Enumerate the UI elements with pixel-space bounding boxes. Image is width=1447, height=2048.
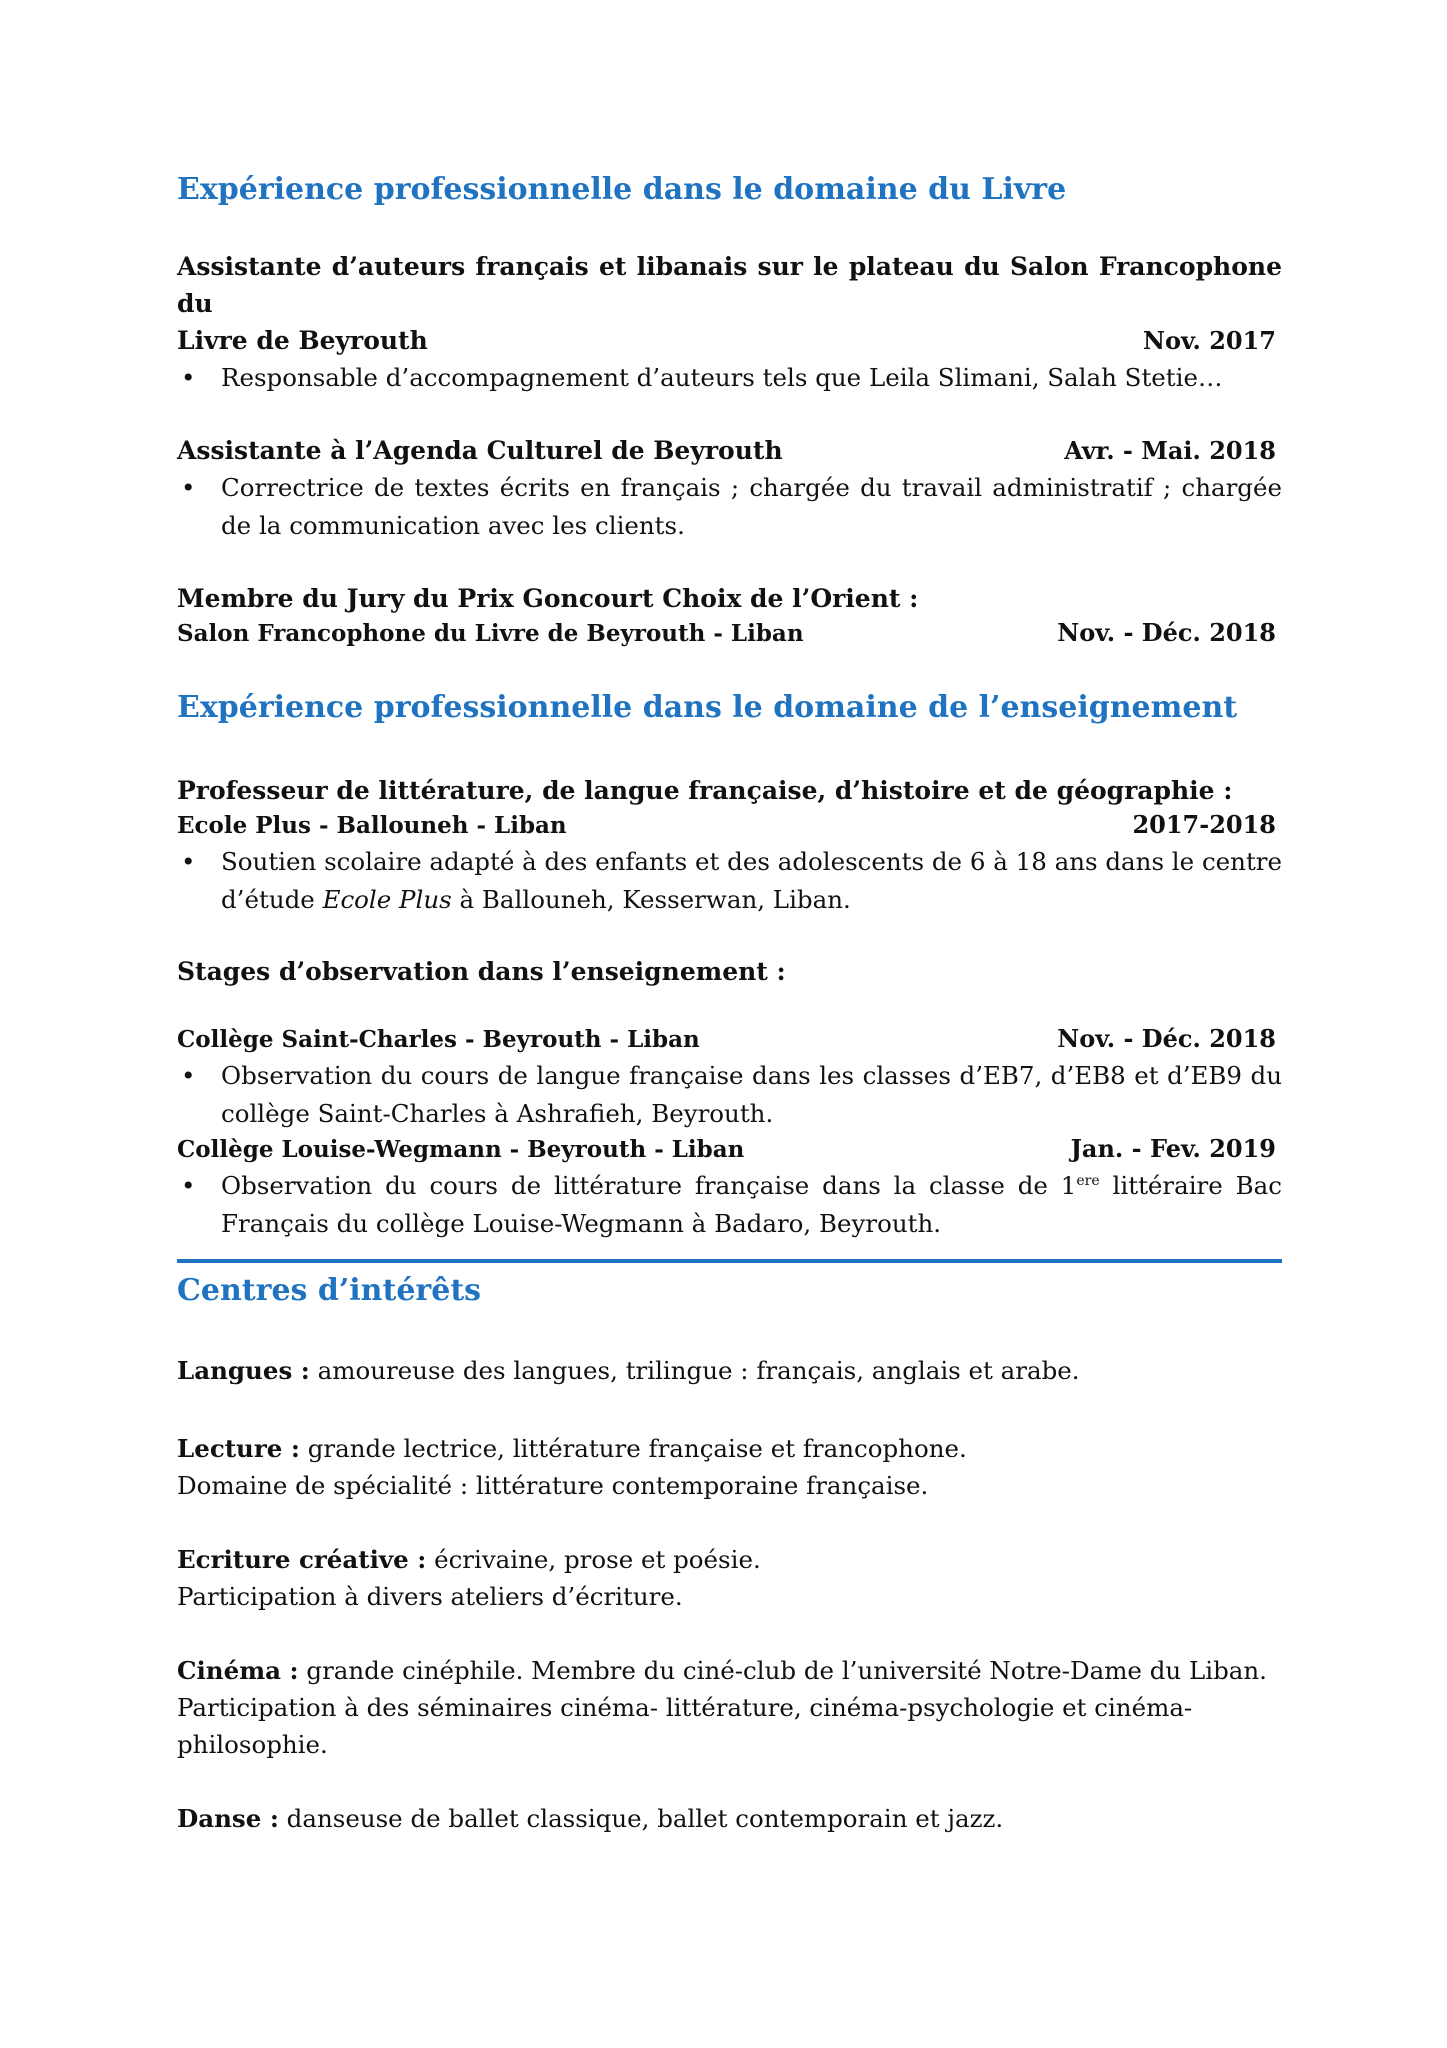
stage-date: Nov. - Déc. 2018 <box>1057 1024 1276 1053</box>
interest-cinema: Cinéma : grande cinéphile. Membre du ciné-club de l’université Notre-Dame du Liban. Participation à des séminaires cinéma- littérature, cinéma-psychologie et cinéma- philosophie. <box>177 1656 1267 1759</box>
experience-date: Nov. - Déc. 2018 <box>1057 618 1276 647</box>
section-divider <box>177 1259 1282 1263</box>
section-heading-interets: Centres d’intérêts <box>177 1273 482 1308</box>
interest-ecriture: Ecriture créative : écrivaine, prose et poésie. Participation à divers ateliers d’écriture. <box>177 1545 761 1611</box>
cv-page <box>177 170 1282 1837</box>
experience-place: Ecole Plus - Ballouneh - Liban <box>177 812 567 839</box>
list-item: • Correctrice de textes écrits en français ; chargée du travail administratif ; chargée de la communication avec les clients. <box>177 469 1282 545</box>
experience-jury <box>177 580 1282 651</box>
stage-place: Collège Louise-Wegmann - Beyrouth - Liban <box>177 1136 745 1163</box>
interest-langues: Langues : amoureuse des langues, trilingue : français, anglais et arabe. <box>177 1356 1080 1385</box>
experience-date: 2017-2018 <box>1132 810 1276 839</box>
experience-title: Assistante à l’Agenda Culturel de Beyrouth <box>177 436 783 465</box>
list-item: • Observation du cours de langue française dans les classes d’EB7, d’EB8 et d’EB9 du collège Saint-Charles à Ashrafieh, Beyrouth. <box>177 1057 1282 1133</box>
section-heading-livre: Expérience professionnelle dans le domaine du Livre <box>177 172 1067 207</box>
stages-title: Stages d’observation dans l’enseignement : <box>177 957 786 986</box>
bullet-icon: • <box>181 363 196 392</box>
experience-date: Avr. - Mai. 2018 <box>1064 436 1276 465</box>
stage-date: Jan. - Fev. 2019 <box>1070 1134 1276 1163</box>
experience-professeur <box>177 772 1282 919</box>
bullet-icon: • <box>181 1171 196 1200</box>
bullet-icon: • <box>181 1061 196 1090</box>
experience-title: Assistante d’auteurs français et libanais sur le plateau du Salon Francophone du <box>177 252 1282 318</box>
bullet-icon: • <box>181 473 196 502</box>
experience-title: Professeur de littérature, de langue française, d’histoire et de géographie : <box>177 776 1233 805</box>
experience-title: Membre du Jury du Prix Goncourt Choix de l’Orient : <box>177 584 919 613</box>
experience-salon <box>177 248 1282 397</box>
experience-place: Salon Francophone du Livre de Beyrouth - Liban <box>177 620 804 647</box>
experience-title: Livre de Beyrouth <box>177 326 428 355</box>
interest-danse: Danse : danseuse de ballet classique, ballet contemporain et jazz. <box>177 1804 1004 1833</box>
interest-lecture: Lecture : grande lectrice, littérature française et francophone. Domaine de spécialité : littérature contemporaine française. <box>177 1434 967 1500</box>
bullet-icon: • <box>181 847 196 876</box>
experience-date: Nov. 2017 <box>1143 326 1276 355</box>
stage-place: Collège Saint-Charles - Beyrouth - Liban <box>177 1026 700 1053</box>
list-item: • Observation du cours de littérature française dans la classe de 1ere littéraire Bac Français du collège Louise-Wegmann à Badaro, Beyrouth. <box>177 1167 1282 1243</box>
list-item: • Soutien scolaire adapté à des enfants et des adolescents de 6 à 18 ans dans le centre d’étude Ecole Plus à Ballouneh, Kesserwan, Liban. <box>177 843 1282 919</box>
list-item: • Responsable d’accompagnement d’auteurs tels que Leila Slimani, Salah Stetie… <box>177 359 1282 397</box>
stages-block <box>177 953 1282 1243</box>
section-heading-enseignement: Expérience professionnelle dans le domaine de l’enseignement <box>177 690 1238 725</box>
experience-agenda <box>177 432 1282 545</box>
